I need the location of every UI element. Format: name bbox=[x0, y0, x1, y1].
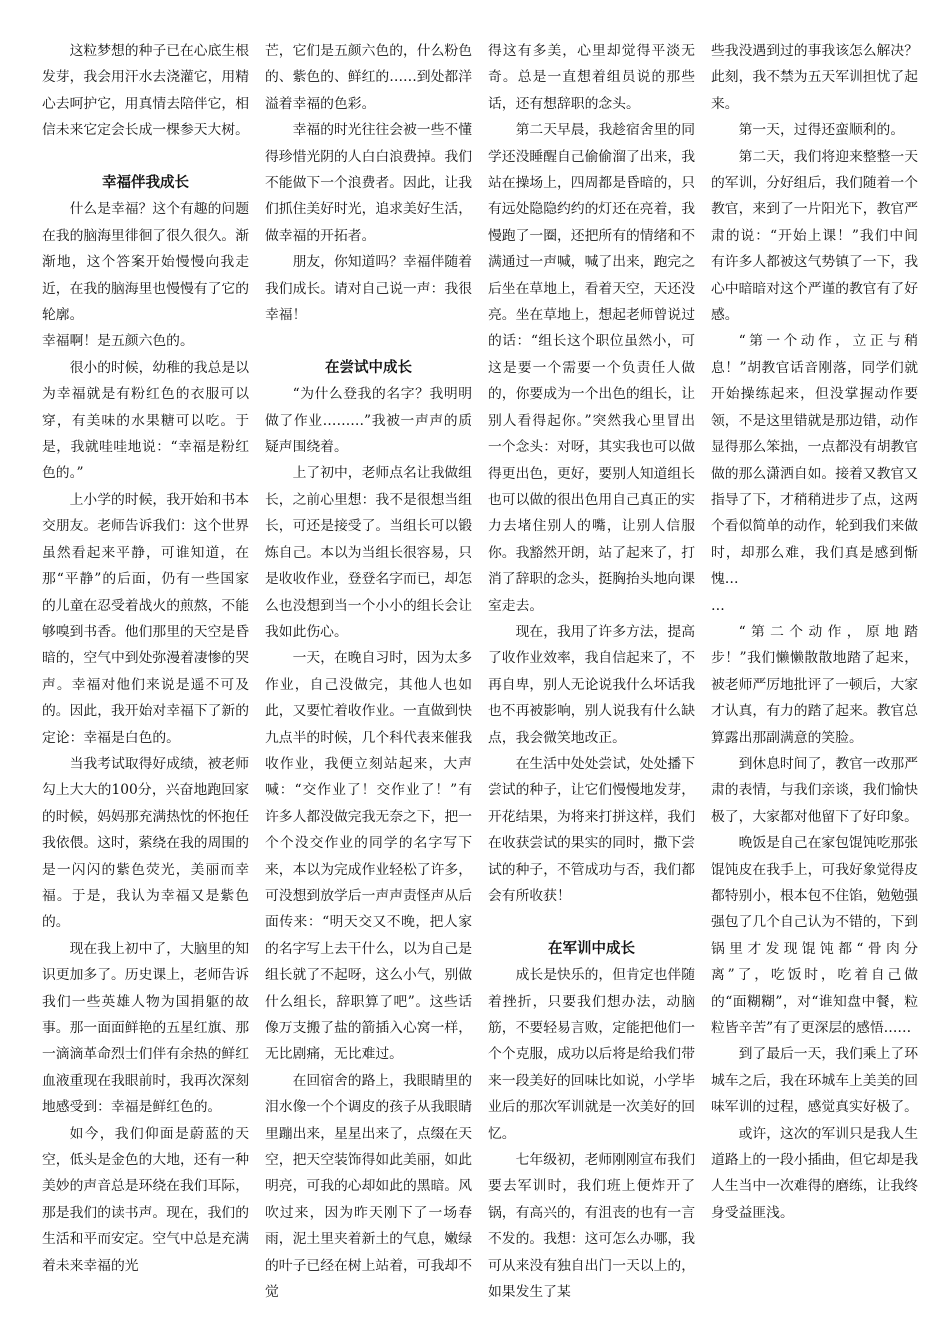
paragraph: 在生活中处处尝试，处处播下尝试的种子，让它们慢慢地发芽，开花结果，为将来打拼这样，我们在收获尝试的果实的同时，撒下尝试的种子，不管成功与否，我们都会有所收获！ bbox=[488, 755, 695, 904]
section-spacer bbox=[265, 328, 472, 354]
text-column-1 bbox=[42, 38, 249, 1328]
paragraph: 现在我上初中了，大脑里的知识更加多了。历史课上，老师告诉我们一些英雄人物为国捐躯的故事。那一面面鲜艳的五星红旗、那一滴滴革命烈士们伴有余热的鲜红血液重现在我眼前时，我再次深刻地感受到：幸福是鲜红色的。 bbox=[42, 940, 249, 1116]
article-title: 幸福伴我成长 bbox=[102, 175, 189, 192]
paragraph: “为什么登我的名字？我明明做了作业………”我被一声声的质疑声围绕着。 bbox=[265, 386, 472, 456]
section-spacer bbox=[488, 909, 695, 935]
paragraph: 如今，我们仰面是蔚蓝的天空，低头是金色的大地，还有一种美妙的声音总是环绕在我们耳际，那是我们的读书声。现在，我们的生活和平而安定。空气中总是充满着未来幸福的光 bbox=[42, 1125, 249, 1274]
paragraph: 些我没遇到过的事我该怎么解决？此刻，我不禁为五天军训担忧了起来。 bbox=[711, 43, 918, 112]
paragraph: 第一天，过得还蛮顺利的。 bbox=[738, 122, 905, 139]
paragraph: “第二个动作，原地踏步！”我们懒懒散散地踏了起来，被老师严厉地批评了一顿后，大家才认真，有力的踏了起来。教官总算露出那副满意的笑脸。 bbox=[711, 623, 918, 746]
paragraph: 幸福的时光往往会被一些不懂得珍惜光阴的人白白浪费掉。我们不能做下一个浪费者。因此，让我们抓住美好时光，追求美好生活，做幸福的开拓者。 bbox=[265, 122, 472, 244]
paragraph: 或许，这次的军训只是我人生道路上的一段小插曲，但它却是我人生当中一次难得的磨练，让我终身受益匪浅。 bbox=[711, 1125, 918, 1221]
paragraph: 成长是快乐的，但肯定也伴随着挫折，只要我们想办法，动脑筋，不要轻易言败，定能把他们一个个克服，成功以后将是给我们带来一段美好的回味比如说，小学毕业后的那次军训就是一次美好的回忆。 bbox=[488, 967, 695, 1142]
paragraph: 到休息时间了，教官一改那严肃的表情，与我们亲谈，我们愉快极了，大家都对他留下了好印象。 bbox=[711, 755, 918, 825]
paragraph: 什么是幸福？这个有趣的问题在我的脑海里徘徊了很久很久。渐渐地，这个答案开始慢慢向我走近，在我的脑海里也慢慢有了它的轮廓。 bbox=[42, 201, 249, 324]
article-title: 在军训中成长 bbox=[548, 940, 635, 957]
paragraph: 现在，我用了许多方法，提高了收作业效率，我自信起来了，不再自卑，别人无论说我什么坏话我也不再被影响，别人说我有什么缺点，我会微笑地改正。 bbox=[488, 623, 695, 746]
paragraph: 到了最后一天，我们乘上了环城车之后，我在环城车上美美的回味军训的过程，感觉真实好极了。 bbox=[711, 1046, 918, 1116]
article-page bbox=[42, 38, 918, 1328]
paragraph: 很小的时候，幼稚的我总是以为幸福就是有粉红色的衣服可以穿，有美味的水果糖可以吃。于是，我就哇哇地说：“幸福是粉红色的。” bbox=[42, 359, 249, 482]
paragraph: 芒，它们是五颜六色的，什么粉色的、紫色的、鲜红的……到处都洋溢着幸福的色彩。 bbox=[265, 43, 472, 112]
paragraph: 上了初中，老师点名让我做组长，之前心里想：我不是很想当组长，可还是接受了。当组长可以锻炼自己。本以为当组长很容易，只是收收作业，登登名字而已，却怎么也没想到当一个小小的组长会让我如此伤心。 bbox=[265, 465, 472, 640]
text-column-2 bbox=[265, 38, 472, 1328]
article-title: 在尝试中成长 bbox=[325, 359, 412, 376]
paragraph: 一天，在晚自习时，因为太多作业，自己没做完，其他人也如此，又要忙着收作业。一直做到快九点半的时候，几个科代表来催我收作业，我便立刻站起来，大声喊：“交作业了！交作业了！”有许多人都没做完我无奈之下，把一个个没交作业的同学的名字写下来，本以为完成作业轻松了许多，可没想到放学后一声声责怪声从后面传来：“明天交又不晚，把人家的名字写上去干什么，以为自己是组长就了不起呀，这么小气，别做什么组长，辞职算了吧”。这些话像万支搬了盐的箭插入心窝一样，无比剧痛，无比难过。 bbox=[265, 650, 472, 1063]
paragraph: 第二天早晨，我趁宿舍里的同学还没睡醒自己偷偷溜了出来，我站在操场上，四周都是昏暗的，只有远处隐隐约约的灯还在亮着，我慢跑了一圈，还把所有的情绪和不满通过一声喊，喊了出来，跑完之后坐在草地上，看着天空，天还没亮。坐在草地上，想起老师曾说过的话：“组长这个职位虽然小，可这是要一个需要一个负责任人做的，你要成为一个出色的组长，让别人看得起你。”突然我心里冒出一个念头：对呀，其实我也可以做得更出色，更好，要别人知道组长也可以做的很出色用自己真正的实力去堵住别人的嘴，让别人信服你。我豁然开朗，站了起来了，打消了辞职的念头，挺胸抬头地向课室走去。 bbox=[488, 122, 695, 614]
paragraph: 在回宿舍的路上，我眼睛里的泪水像一个个调皮的孩子从我眼睛里蹦出来，星星出来了，点缀在天空，把天空装饰得如此美丽，如此明亮，可我的心却如此的黑暗。风吹过来，因为昨天刚下了一场春雨，泥土里夹着新土的气息，嫩绿的叶子已经在树上站着，可我却不觉 bbox=[265, 1072, 472, 1301]
paragraph: “第一个动作，立正与稍息！”胡教官话音刚落，同学们就开始操练起来，但没掌握动作要领，不是这里错就是那边错，动作显得那么笨拙，一点都没有胡教官做的那么潇洒自如。接着又教官又指导了下，才稍稍进步了点，这两个看似简单的动作，轮到我们来做时，却那么难，我们真是感到惭愧… bbox=[711, 333, 918, 588]
paragraph: … bbox=[711, 597, 725, 614]
text-column-4 bbox=[711, 38, 918, 1328]
paragraph: 这粒梦想的种子已在心底生根发芽，我会用汗水去浇灌它，用精心去呵护它，用真情去陪伴它，相信未来它定会长成一棵参天大树。 bbox=[42, 43, 249, 139]
paragraph: 当我考试取得好成绩，被老师勾上大大的100分，兴奋地跑回家的时候，妈妈那充满热忱的怀抱任我依偎。这时，萦绕在我的周围的是一闪闪的紫色荧光，美丽而幸福。于是，我认为幸福又是紫色的。 bbox=[42, 755, 249, 931]
paragraph: 朋友，你知道吗？幸福伴随着我们成长。请对自己说一声：我很幸福！ bbox=[265, 254, 472, 324]
paragraph: 七年级初，老师刚刚宣布我们要去军训时，我们班上便炸开了锅，有高兴的，有沮丧的也有一言不发的。我想：这可怎么办哪，我可从来没有独自出门一天以上的，如果发生了某 bbox=[488, 1152, 695, 1301]
paragraph: 幸福啊！是五颜六色的。 bbox=[42, 333, 194, 350]
paragraph: 晚饭是自己在家包馄饨吃那张馄饨皮在我手上，可我好象觉得皮都特别小，根本包不住馅，勉勉强强包了几个自己认为不错的，下到锅里才发现馄饨都“骨肉分离”了，吃饭时，吃着自己做的“面糊糊”，对“谁知盘中餐，粒粒皆辛苦”有了更深层的感悟…… bbox=[711, 835, 918, 1037]
paragraph: 上小学的时候，我开始和书本交朋友。老师告诉我们：这个世界虽然看起来平静，可谁知道，在那“平静”的后面，仍有一些国家的儿童在忍受着战火的煎熬，不能够嗅到书香。他们那里的天空是昏暗的，空气中到处弥漫着凄惨的哭声。幸福对他们来说是遥不可及的。因此，我开始对幸福下了新的定论：幸福是白色的。 bbox=[42, 491, 249, 746]
section-spacer bbox=[42, 144, 249, 170]
paragraph: 得这有多美，心里却觉得平淡无奇。总是一直想着组员说的那些话，还有想辞职的念头。 bbox=[488, 43, 695, 112]
text-column-3 bbox=[488, 38, 695, 1328]
paragraph: 第二天，我们将迎来整整一天的军训，分好组后，我们随着一个教官，来到了一片阳光下，教官严肃的说：“开始上课！”我们中间有许多人都被这气势镇了一下，我心中暗暗对这个严谨的教官有了好感。 bbox=[711, 148, 918, 324]
